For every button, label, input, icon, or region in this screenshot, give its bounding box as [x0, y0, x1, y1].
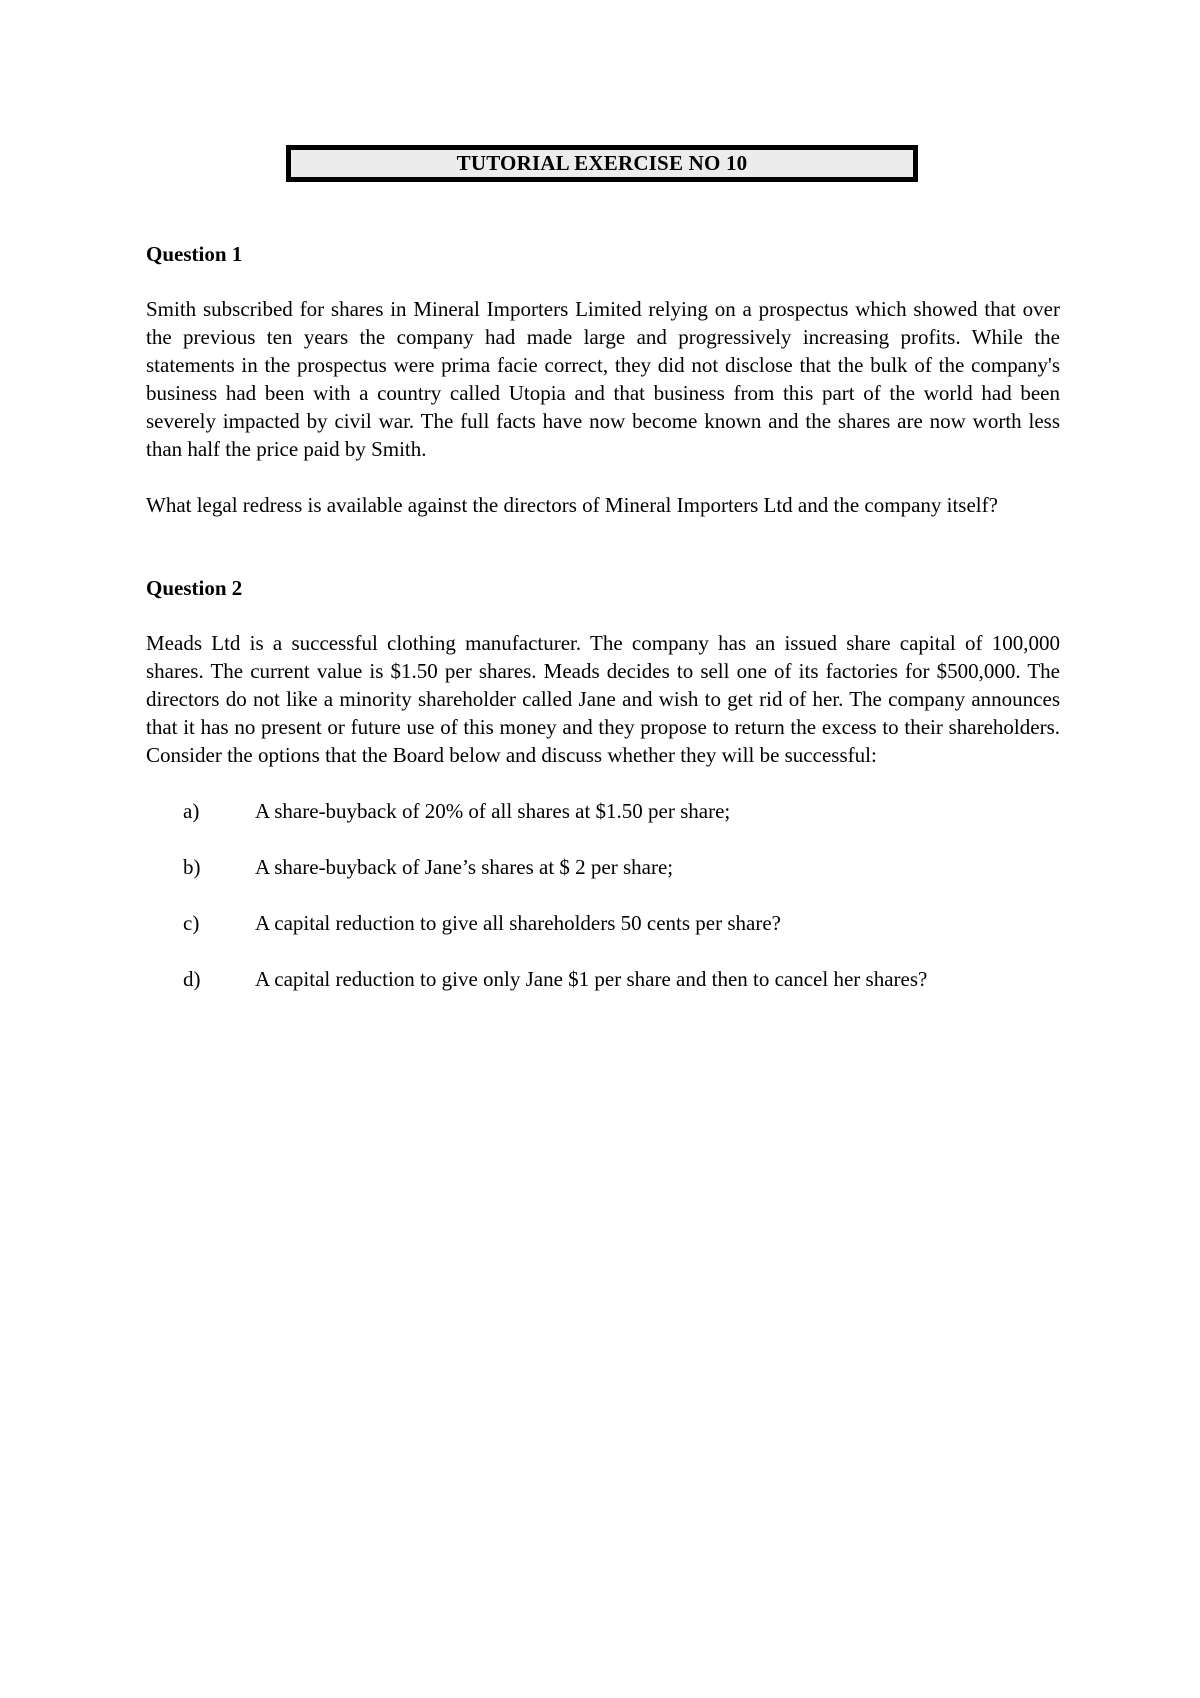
question-2-heading: Question 2: [146, 576, 243, 600]
question-1-paragraph-1: Smith subscribed for shares in Mineral Importers Limited relying on a prospectus which showed that over the previous ten years the company had made large and progressively increasing profits. While the statements in the prospectus were prima facie correct, they did not disclose that the bulk of the company's business had been with a country called Utopia and that business from this part of the world had been severely impacted by civil war. The full facts have now become known and the shares are now worth less than half the price paid by Smith.: [146, 297, 1060, 461]
spacer: [146, 602, 1060, 629]
option-letter: c): [183, 911, 200, 935]
question-2-paragraph-1: Meads Ltd is a successful clothing manufacturer. The company has an issued share capital of 100,000 shares. The current value is $1.50 per shares. Meads decides to sell one of its factories for $500,000. The directors do not like a minority shareholder called Jane and wish to get rid of her. The company announces that it has no present or future use of this money and they propose to return the excess to their shareholders. Consider the options that the Board below and discuss whether they will be successful:: [146, 631, 1060, 767]
page-title: TUTORIAL EXERCISE NO 10: [456, 151, 748, 175]
option-text: A capital reduction to give only Jane $1 per share and then to cancel her shares?: [255, 967, 928, 991]
option-a: [146, 797, 1060, 825]
spacer: [146, 769, 1060, 797]
spacer: [146, 825, 1060, 853]
spacer: [219, 797, 255, 825]
spacer: [219, 853, 255, 881]
spacer: [219, 909, 255, 937]
question-1-paragraph-2: What legal redress is available against the directors of Mineral Importers Ltd and the company itself?: [146, 493, 998, 517]
spacer: [146, 937, 1060, 965]
question-1-heading: Question 1: [146, 242, 243, 266]
option-letter: a): [183, 799, 200, 823]
spacer: [146, 268, 1060, 295]
option-b: [146, 853, 1060, 881]
spacer: [146, 519, 1060, 574]
option-text: A share-buyback of Jane’s shares at $ 2 per share;: [255, 855, 674, 879]
option-c: [146, 909, 1060, 937]
title-box: [286, 145, 918, 182]
option-letter: b): [183, 855, 201, 879]
option-letter: d): [183, 967, 201, 991]
option-d: [146, 965, 1060, 993]
spacer: [219, 965, 255, 993]
option-text: A share-buyback of 20% of all shares at $1.50 per share;: [255, 799, 731, 823]
spacer: [146, 463, 1060, 491]
document-body: [146, 240, 1060, 993]
option-text: A capital reduction to give all shareholders 50 cents per share?: [255, 911, 781, 935]
spacer: [146, 881, 1060, 909]
